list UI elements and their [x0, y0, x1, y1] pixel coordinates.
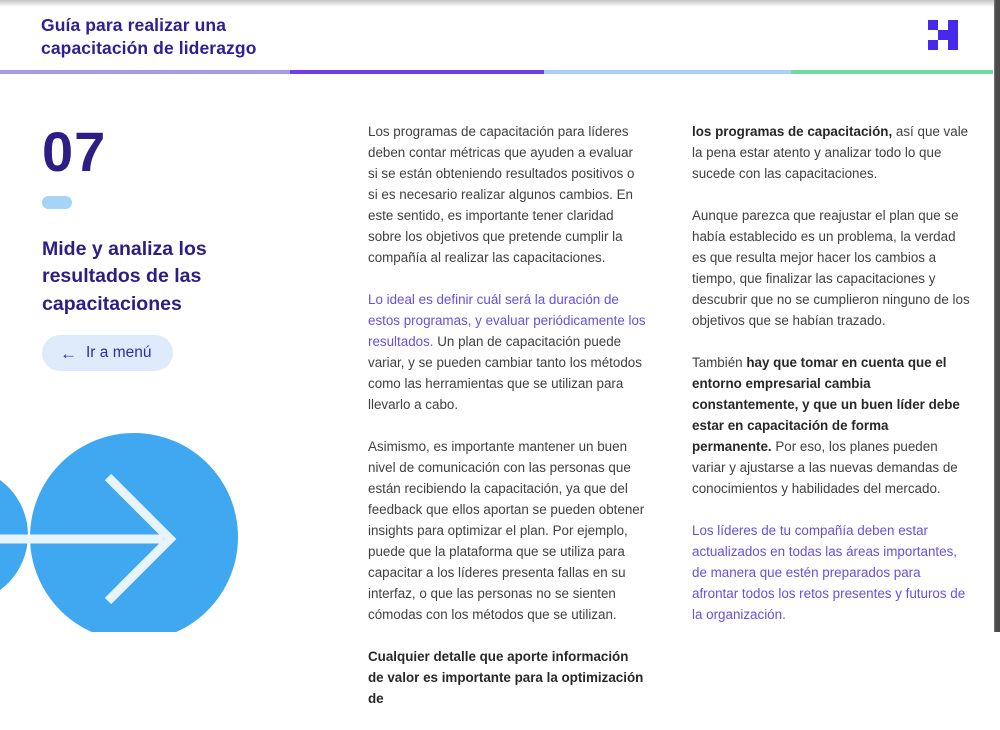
window-right-edge [994, 0, 1000, 632]
text-run: así que vale la pena estar atento y analizar todo lo que sucede con las capacitaciones. [692, 124, 969, 181]
arrow-left-icon: ← [60, 343, 77, 363]
paragraph [692, 121, 970, 184]
window-top-edge [0, 0, 1000, 7]
paragraph [368, 436, 646, 625]
paragraph [692, 352, 970, 499]
go-to-menu-label: Ir a menú [86, 344, 152, 361]
progress-segment-lavender [0, 70, 290, 74]
bold-text: los programas de capacitación, [692, 124, 893, 139]
text-column-2 [692, 121, 970, 646]
decorative-arrow-circles [0, 420, 320, 632]
paragraph [368, 289, 646, 415]
text-column-1 [368, 121, 646, 730]
accent-text: Los líderes de tu compañía deben estar actualizados en todas las áreas importantes, de manera que estén preparados para afrontar todos los retos presentes y futuros de la organización. [692, 523, 966, 622]
section-number: 07 [42, 120, 107, 183]
text-run: Los programas de capacitación para líderes deben contar métricas que ayuden a evaluar si se están obteniendo resultados positivos o si es necesario realizar algunos cambios. En este sentido, es importante tener claridad sobre los objetivos que pretende cumplir la compañía al realizar las capacitaciones. [368, 124, 635, 265]
progress-segment-green [791, 70, 993, 74]
progress-bar [0, 70, 993, 74]
paragraph [692, 520, 970, 625]
text-run: Aunque parezca que reajustar el plan que se había establecido es un problema, la verdad es que resulta mejor hacer los cambios a tiempo, que finalizar las capacitaciones y descubrir que no se cumplieron ninguno de los objetivos que se habían trazado. [692, 208, 970, 328]
brand-h-logo-icon [928, 20, 958, 50]
section-title: Mide y analiza los resultados de las capacitaciones [42, 238, 207, 315]
progress-segment-light-blue [544, 70, 791, 74]
large-circle [30, 433, 238, 632]
text-run: También [692, 355, 747, 370]
paragraph [692, 205, 970, 331]
bold-text: hay que tomar en cuenta que el entorno empresarial cambia constantemente, y que un buen líder debe estar en capacitación de forma permanente. [692, 355, 960, 454]
paragraph [368, 121, 646, 268]
go-to-menu-button[interactable] [42, 335, 173, 371]
page-title: Guía para realizar una capacitación de liderazgo [41, 15, 257, 58]
accent-text: Lo ideal es definir cuál será la duración de estos programas, y evaluar periódicamente los resultados. [368, 292, 646, 349]
section-accent-pill [42, 196, 72, 209]
paragraph [368, 646, 646, 709]
bold-text: Cualquier detalle que aporte información de valor es importante para la optimización de [368, 649, 644, 706]
text-run: Por eso, los planes pueden variar y ajustarse a las nuevas demandas de conocimientos y habilidades del mercado. [692, 439, 958, 496]
progress-segment-violet [290, 70, 544, 74]
text-run: Asimismo, es importante mantener un buen nivel de comunicación con las personas que están recibiendo la capacitación, ya que del feedback que ellos aportan se pueden obtener insights para optimizar el plan. Por ejemplo, puede que la plataforma que se utiliza para capacitar a los líderes presenta fallas en su interfaz, o que las personas no se sienten cómodas con los métodos que se utilizan. [368, 439, 645, 622]
text-run: Un plan de capacitación puede variar, y se pueden cambiar tanto los métodos como las herramientas que se utilizan para llevarlo a cabo. [368, 334, 642, 412]
